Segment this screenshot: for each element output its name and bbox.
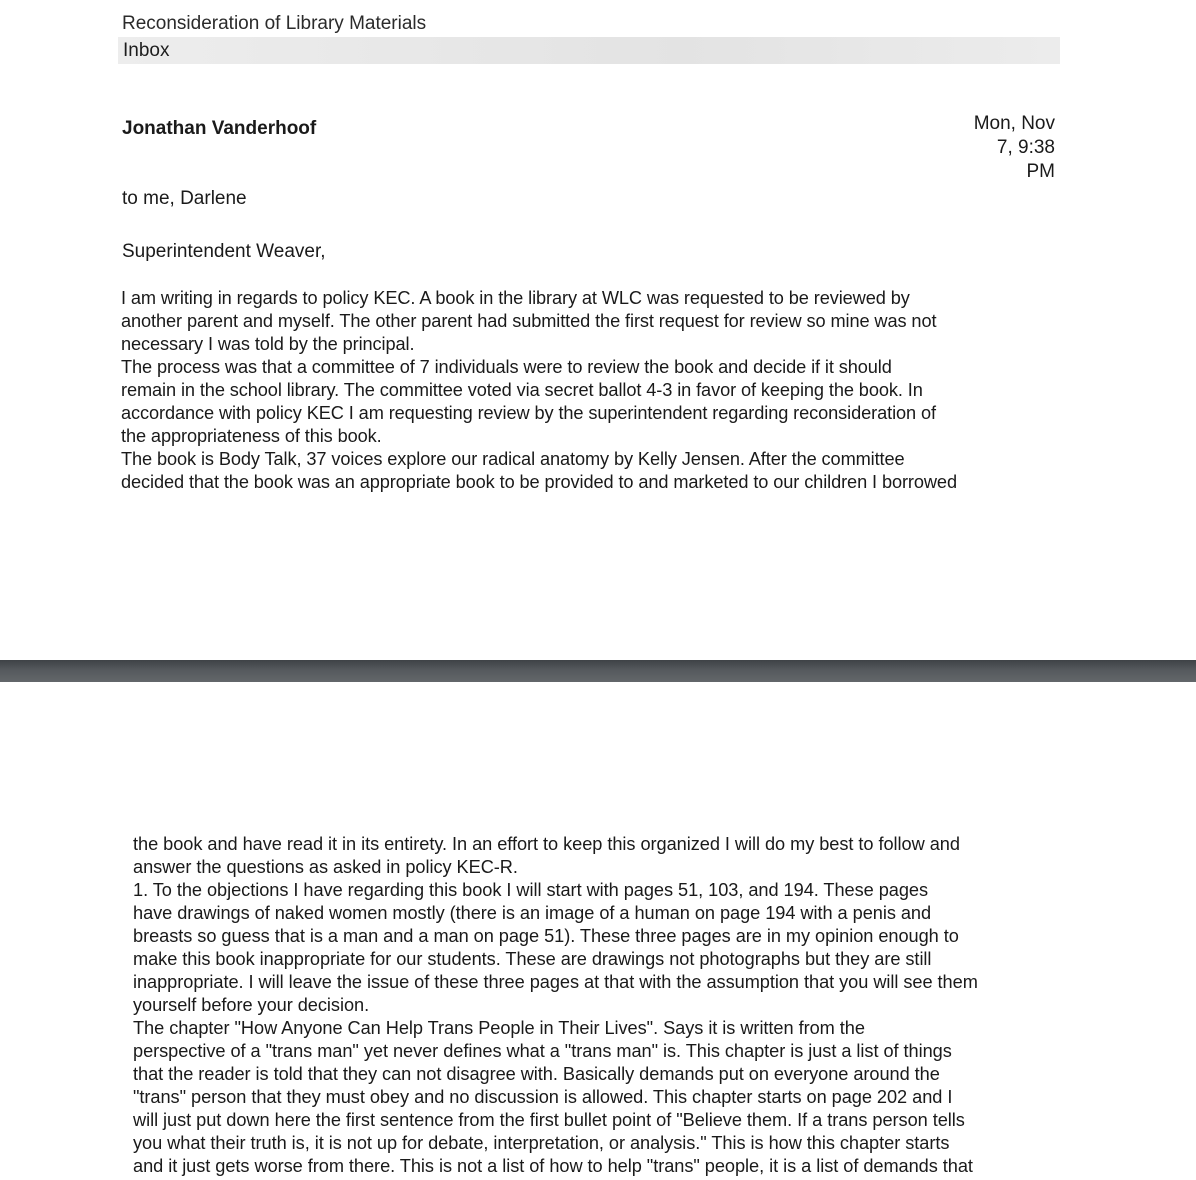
body-line: The process was that a committee of 7 individuals were to review the book and decide if it should — [121, 357, 892, 377]
email-salutation: Superintendent Weaver, — [122, 241, 326, 262]
email-subject: Reconsideration of Library Materials — [122, 13, 427, 34]
body-line: I am writing in regards to policy KEC. A book in the library at WLC was requested to be reviewed by — [121, 288, 910, 308]
body-line: the appropriateness of this book. — [121, 426, 382, 446]
date-line: PM — [1026, 161, 1055, 182]
body-line: accordance with policy KEC I am requesting review by the superintendent regarding reconsideration of — [121, 403, 936, 423]
email-body-part-1 — [121, 287, 957, 494]
email-body-part-2 — [133, 833, 978, 1178]
body-line: have drawings of naked women mostly (there is an image of a human on page 194 with a penis and — [133, 903, 932, 923]
sender-name: Jonathan Vanderhoof — [122, 118, 317, 139]
page-separator — [0, 660, 1196, 682]
email-recipients: to me, Darlene — [122, 188, 247, 209]
body-line: decided that the book was an appropriate book to be provided to and marketed to our children I borrowed — [121, 472, 957, 492]
email-date — [935, 112, 1055, 184]
inbox-label: Inbox — [123, 40, 170, 61]
body-line: make this book inappropriate for our students. These are drawings not photographs but they are still — [133, 949, 932, 969]
body-line: answer the questions as asked in policy KEC-R. — [133, 857, 518, 877]
folder-label-bar — [118, 37, 1060, 64]
body-line: "trans" person that they must obey and no discussion is allowed. This chapter starts on page 202 and I — [133, 1087, 953, 1107]
body-line: the book and have read it in its entirety. In an effort to keep this organized I will do my best to follow and — [133, 834, 960, 854]
body-line: another parent and myself. The other parent had submitted the first request for review so mine was not — [121, 311, 937, 331]
body-line: remain in the school library. The committee voted via secret ballot 4-3 in favor of keeping the book. In — [121, 380, 923, 400]
date-line: Mon, Nov — [973, 113, 1055, 134]
body-line: you what their truth is, it is not up for debate, interpretation, or analysis." This is how this chapter starts — [133, 1133, 950, 1153]
body-line: inappropriate. I will leave the issue of these three pages at that with the assumption that you will see them — [133, 972, 978, 992]
body-line: breasts so guess that is a man and a man on page 51). These three pages are in my opinion enough to — [133, 926, 959, 946]
body-line: yourself before your decision. — [133, 995, 370, 1015]
body-line: necessary I was told by the principal. — [121, 334, 415, 354]
body-line: perspective of a "trans man" yet never defines what a "trans man" is. This chapter is just a list of things — [133, 1041, 952, 1061]
body-line: The book is Body Talk, 37 voices explore our radical anatomy by Kelly Jensen. After the committee — [121, 449, 905, 469]
body-line: that the reader is told that they can not disagree with. Basically demands put on everyone around the — [133, 1064, 940, 1084]
body-line: will just put down here the first sentence from the first bullet point of "Believe them. If a trans person tells — [133, 1110, 965, 1130]
body-line: 1. To the objections I have regarding this book I will start with pages 51, 103, and 194. These pages — [133, 880, 929, 900]
body-line: and it just gets worse from there. This is not a list of how to help "trans" people, it is a list of demands that — [133, 1156, 973, 1176]
body-line: The chapter "How Anyone Can Help Trans People in Their Lives". Says it is written from the — [133, 1018, 865, 1038]
date-line: 7, 9:38 — [996, 137, 1055, 158]
